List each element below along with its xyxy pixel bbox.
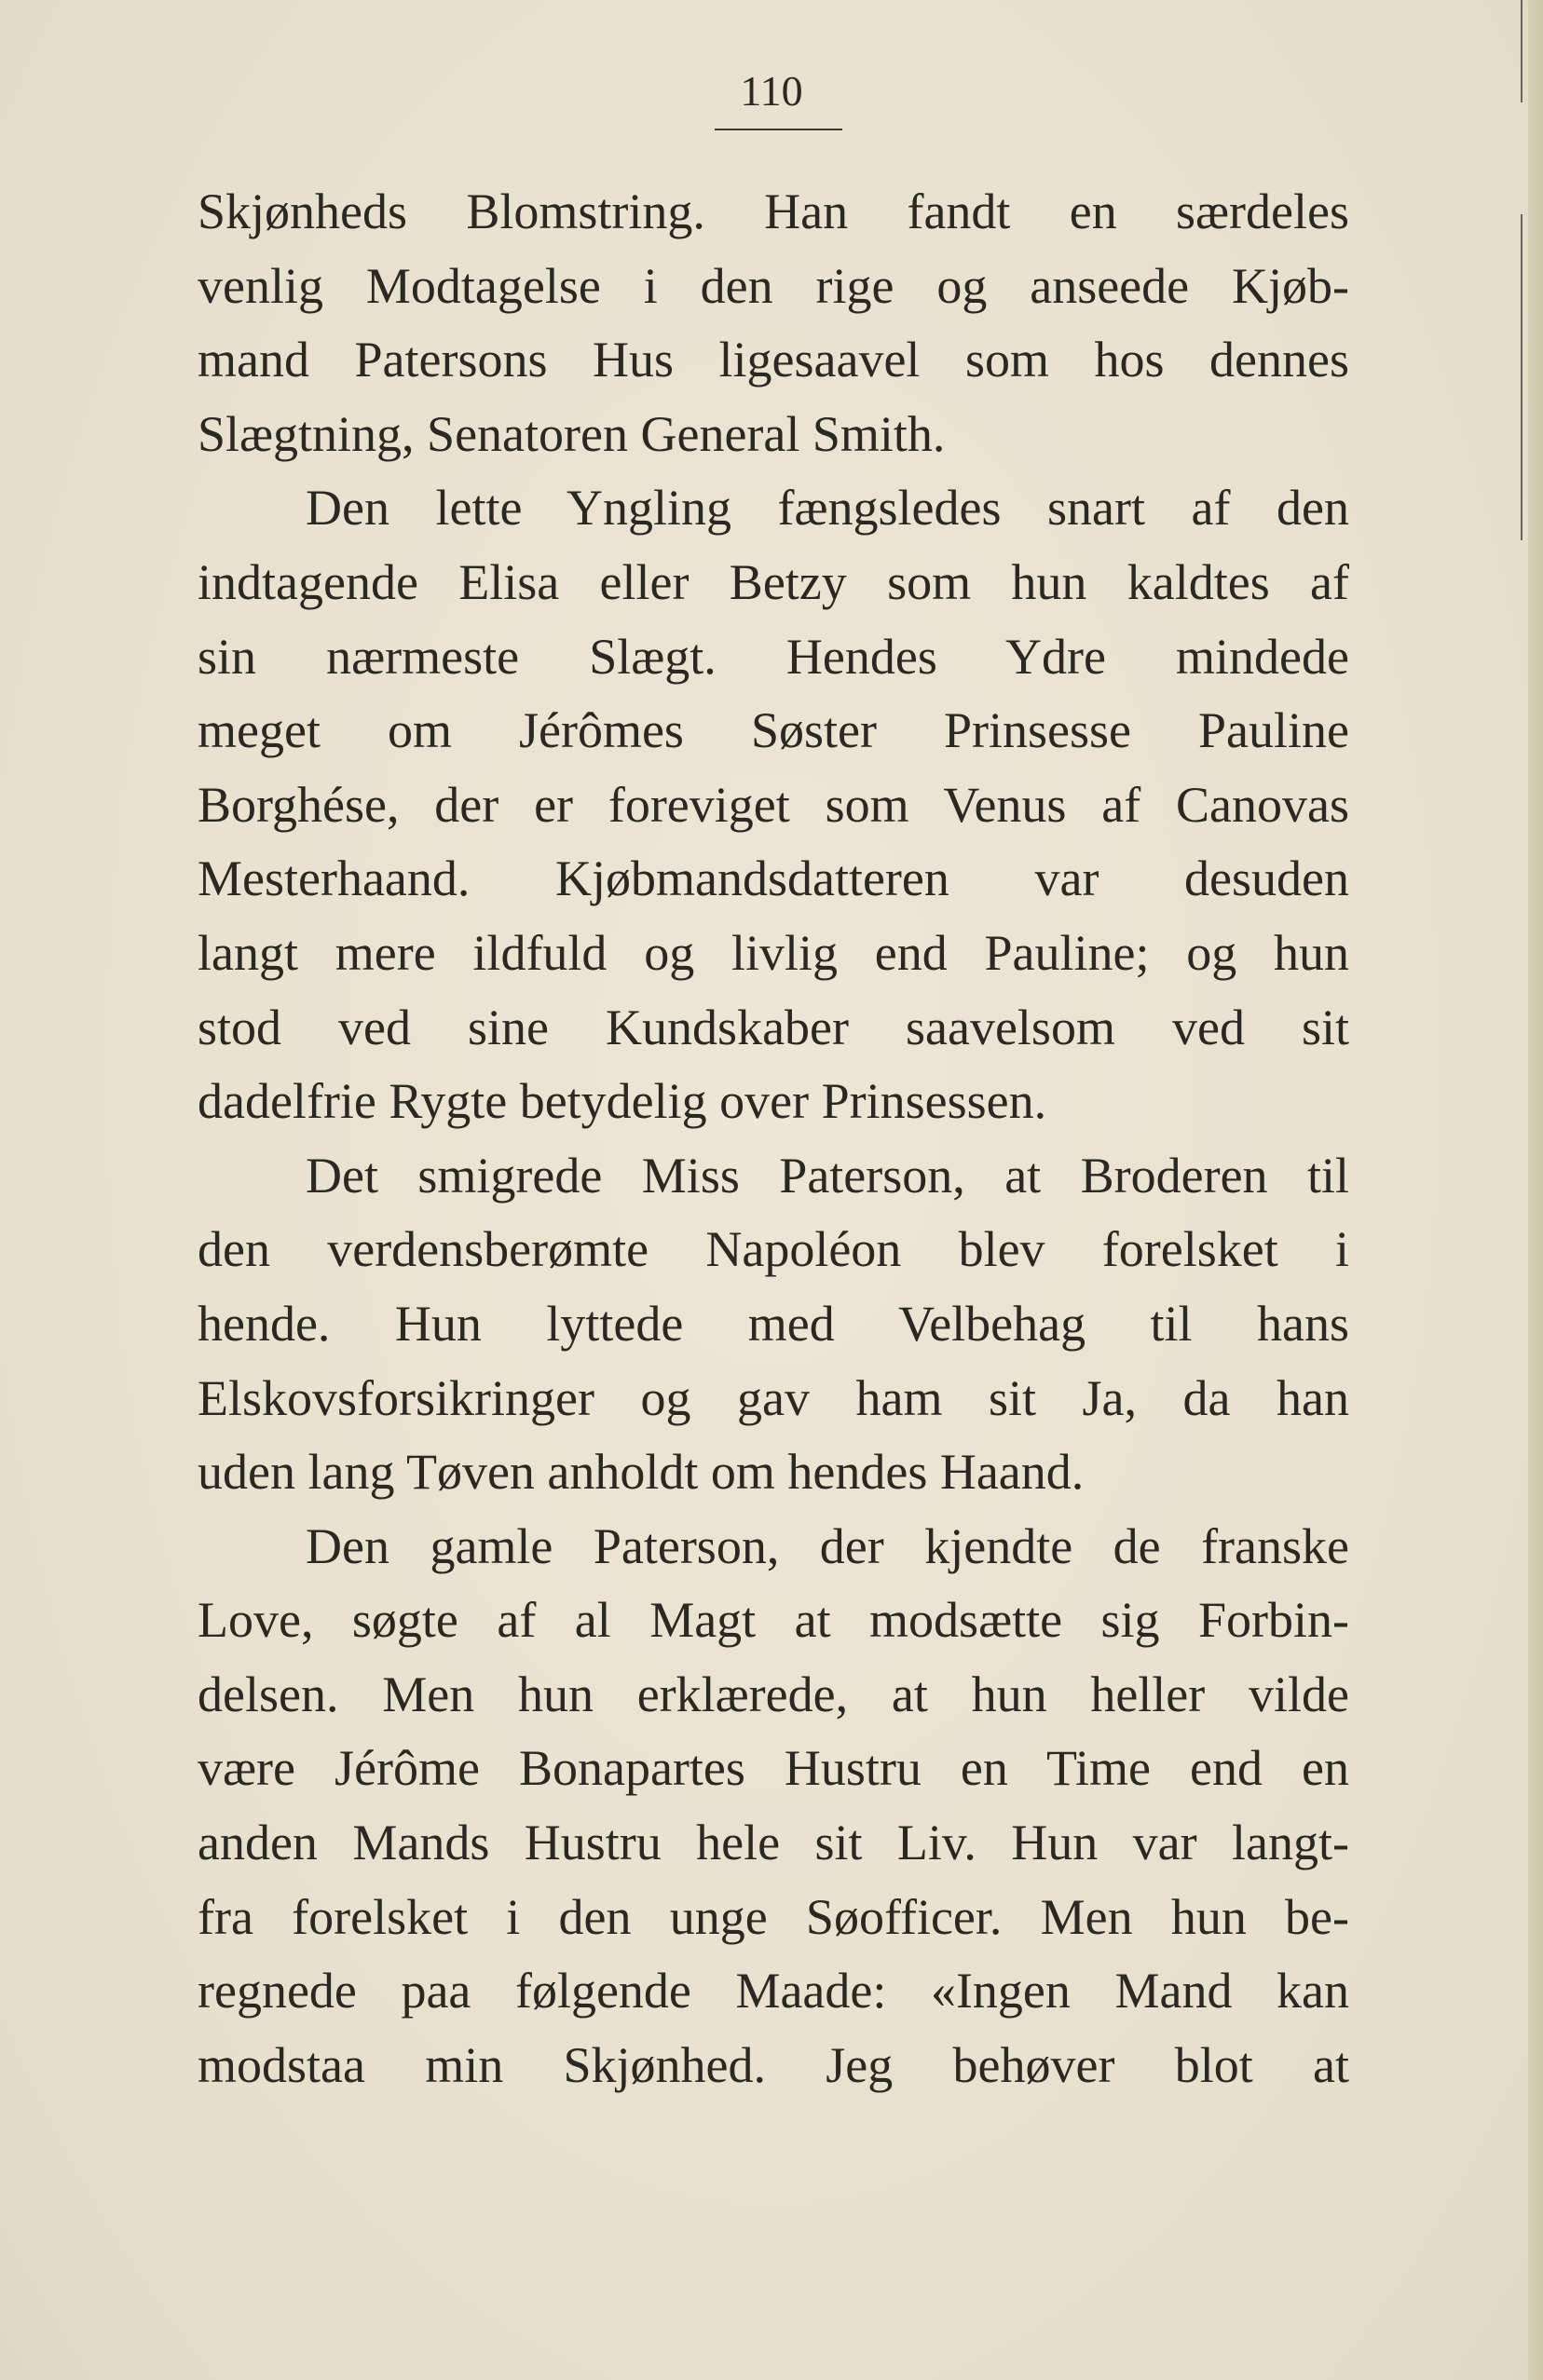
text-line: Love, søgte af al Magt at modsætte sig Forbin-	[198, 1592, 1349, 1649]
text-line: modstaa min Skjønhed. Jeg behøver blot at	[198, 2036, 1349, 2093]
text-line: uden lang Tøven anholdt om hendes Haand.	[198, 1444, 1085, 1501]
text-line: Den lette Yngling fængsledes snart af den	[306, 480, 1349, 537]
text-line: Skjønheds Blomstring. Han fandt en særdeles	[198, 184, 1349, 239]
text-line: venlig Modtagelse i den rige og anseede Kjøb-	[198, 257, 1349, 314]
text-line: sin nærmeste Slægt. Hendes Ydre mindede	[198, 628, 1349, 685]
text-line: stod ved sine Kundskaber saavelsom ved sit	[198, 999, 1349, 1055]
page-number-rule	[715, 129, 842, 130]
page-number: 110	[740, 67, 803, 115]
text-line: Det smigrede Miss Paterson, at Broderen til	[306, 1147, 1349, 1204]
text-line: delsen. Men hun erklærede, at hun heller vilde	[198, 1666, 1349, 1722]
text-line: være Jérôme Bonapartes Hustru en Time end en	[198, 1740, 1349, 1797]
text-line: meget om Jérômes Søster Prinsesse Pauline	[198, 702, 1349, 759]
text-line: Den gamle Paterson, der kjendte de franske	[306, 1517, 1349, 1574]
text-line: dadelfrie Rygte betydelig over Prinsessen.	[198, 1073, 1047, 1130]
text-line: langt mere ildfuld og livlig end Pauline; og hun	[198, 924, 1349, 981]
page-edge	[1528, 0, 1543, 2380]
text-line: fra forelsket i den unge Søofficer. Men hun be-	[198, 1888, 1349, 1945]
text-line: Elskovsforsikringer og gav ham sit Ja, da han	[198, 1369, 1349, 1426]
text-line: Slægtning, Senatoren General Smith.	[198, 405, 946, 462]
text-line: hende. Hun lyttede med Velbehag til hans	[198, 1295, 1349, 1352]
text-line: anden Mands Hustru hele sit Liv. Hun var langt-	[198, 1815, 1349, 1871]
text-line: Borghése, der er foreviget som Venus af Canovas	[198, 776, 1349, 833]
text-line: mand Patersons Hus ligesaavel som hos dennes	[198, 332, 1349, 388]
text-line: den verdensberømte Napoléon blev forelsket i	[198, 1221, 1349, 1278]
body-text	[198, 175, 1349, 2102]
text-line: Mesterhaand. Kjøbmandsdatteren var desuden	[198, 850, 1349, 907]
text-line: regnede paa følgende Maade: «Ingen Mand kan	[198, 1963, 1349, 2020]
text-line: indtagende Elisa eller Betzy som hun kaldtes af	[198, 553, 1349, 610]
page-edge-line	[1521, 214, 1523, 540]
